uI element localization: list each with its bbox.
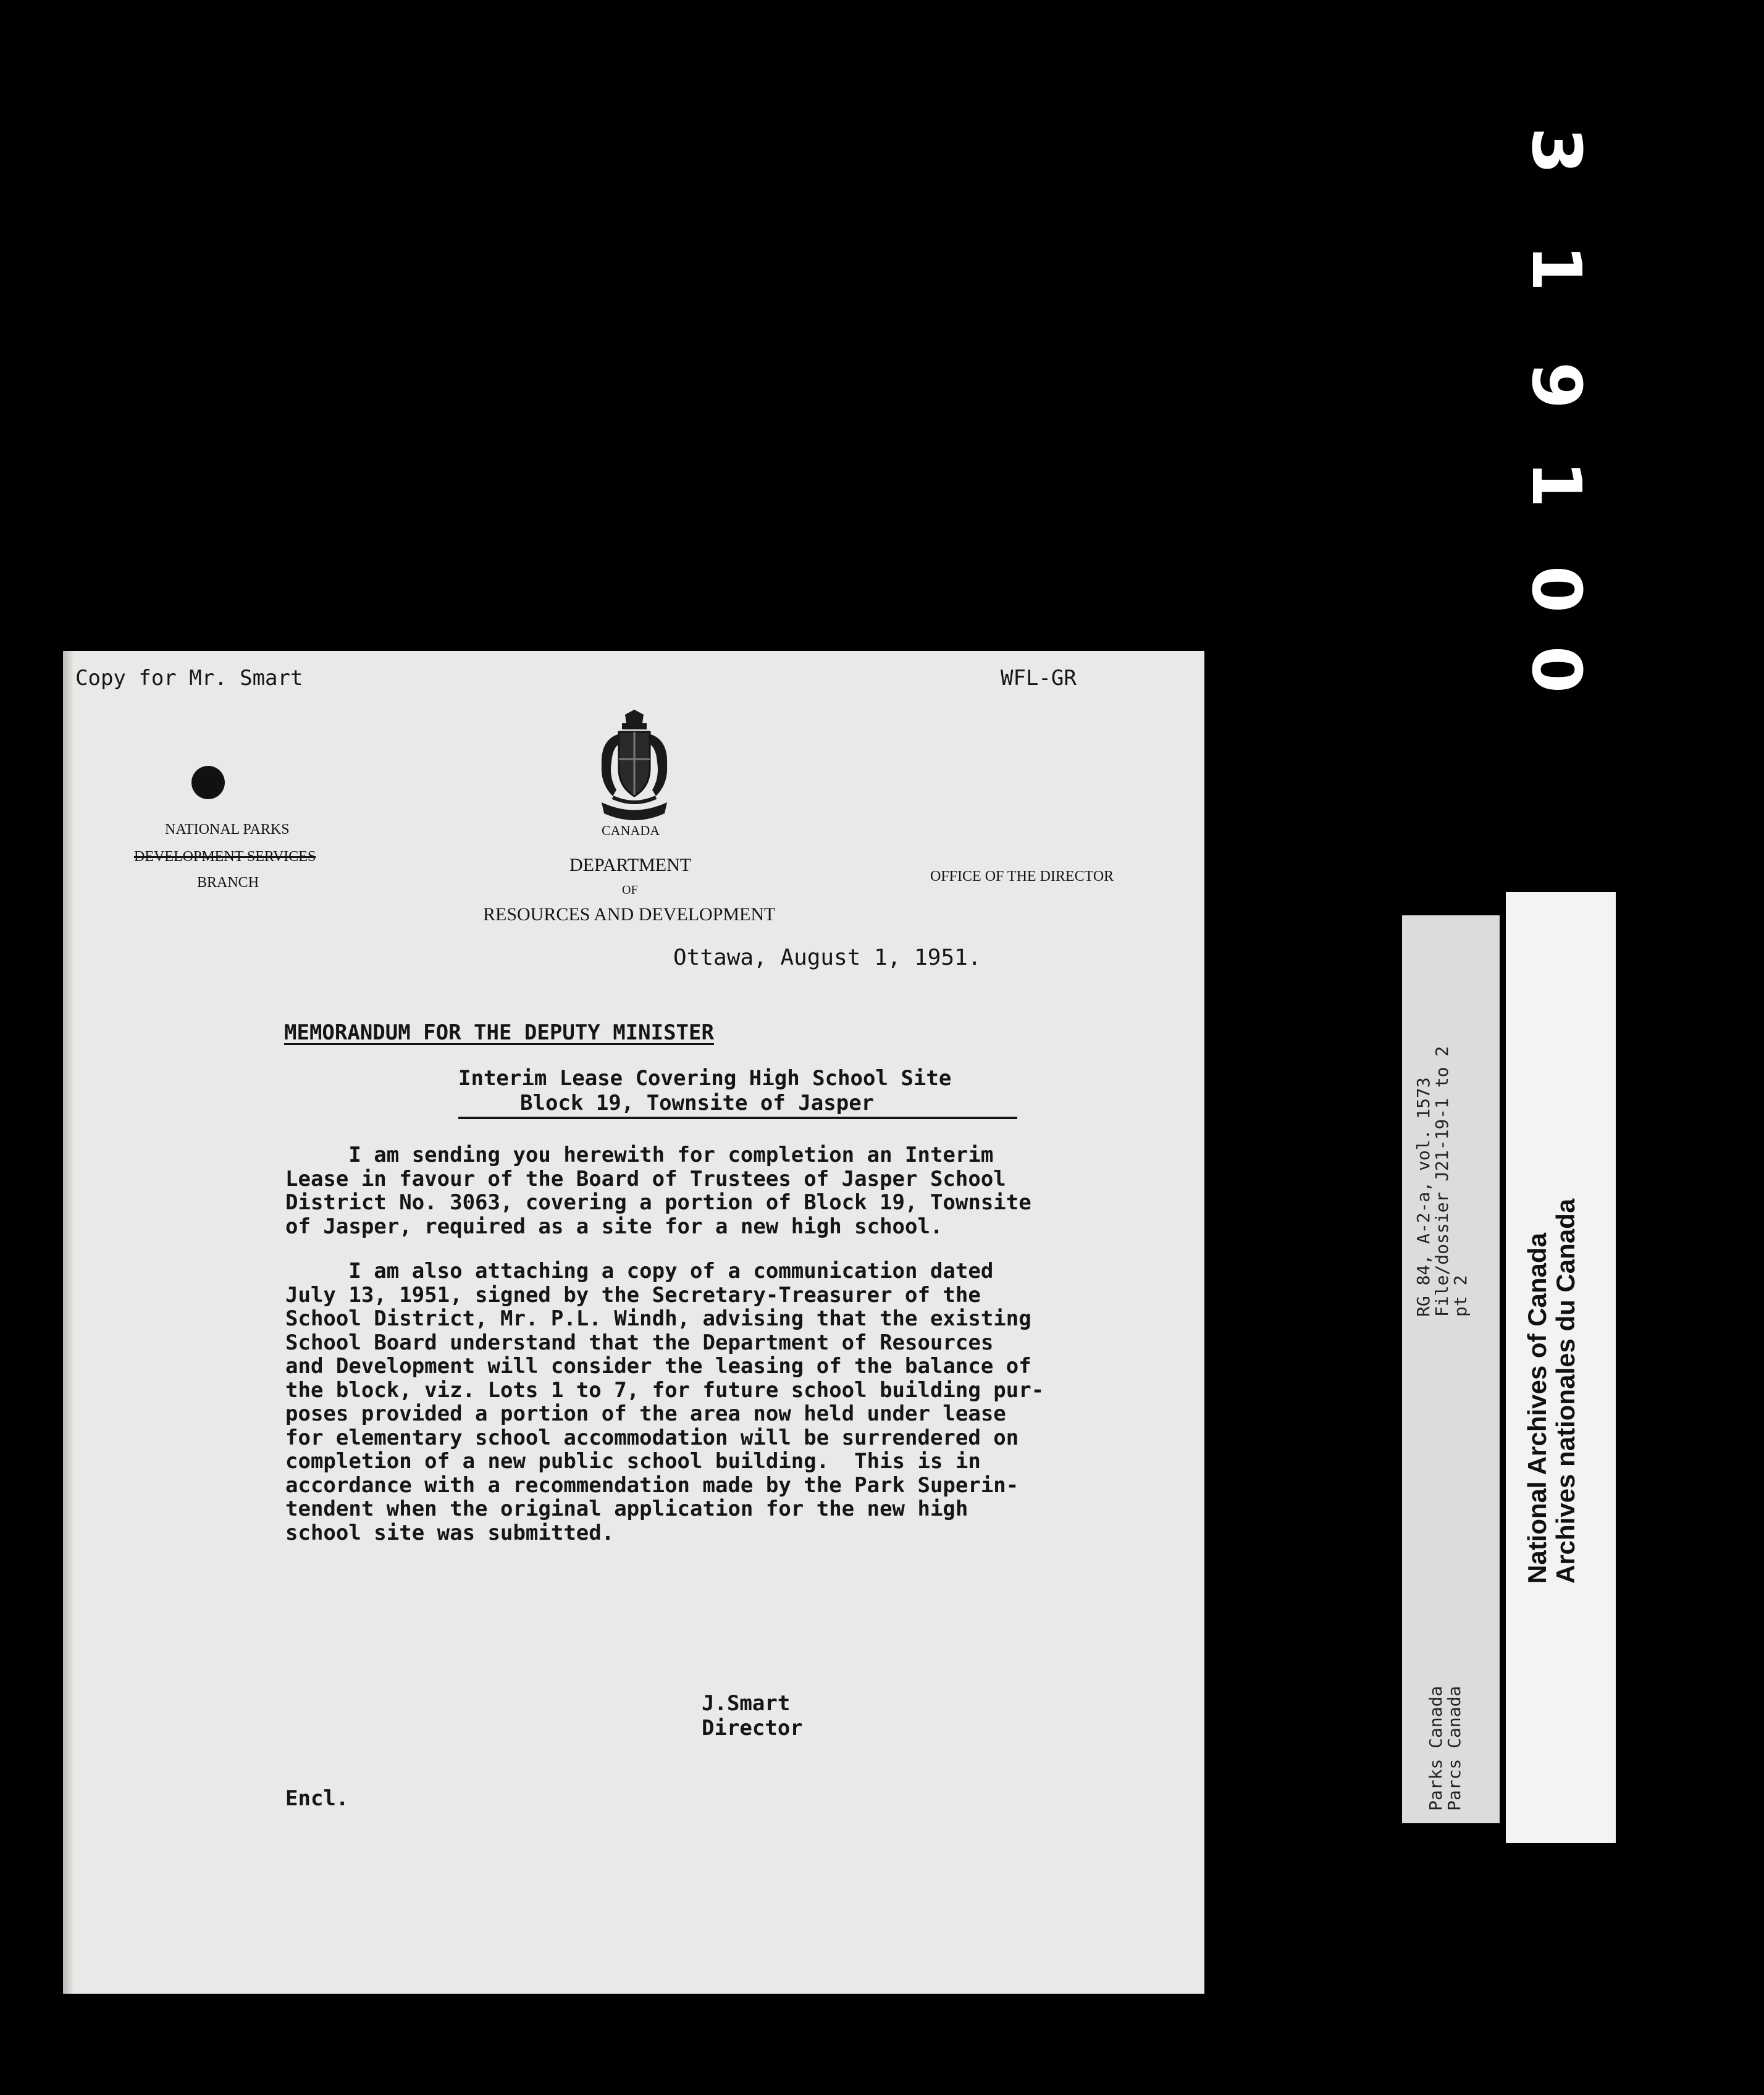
subject-underline: [458, 1117, 1017, 1119]
subject-line: Interim Lease Covering High School Site: [458, 1066, 952, 1091]
department-label: DEPARTMENT: [569, 855, 692, 875]
archive-reference: RG 84, A-2-a, vol. 1573 File/dossier J21-19-1 to 2 pt 2: [1413, 1046, 1471, 1317]
country-label: CANADA: [602, 823, 660, 838]
frame-digit: 0: [1517, 645, 1596, 694]
reference-code: WFL-GR: [1001, 666, 1077, 691]
signature-name: J.Smart: [702, 1691, 791, 1716]
memo-title: MEMORANDUM FOR THE DEPUTY MINISTER: [284, 1020, 714, 1045]
frame-digit: 1: [1517, 460, 1596, 508]
signature-title: Director: [702, 1716, 803, 1740]
office-label: OFFICE OF THE DIRECTOR: [930, 868, 1114, 884]
branch-label: BRANCH: [197, 875, 259, 891]
date-line: Ottawa, August 1, 1951.: [673, 945, 981, 970]
memo-paragraph: I am sending you herewith for completion an Interim Lease in favour of the Board of Trustees of Jasper School District No. 3063, covering a portion of Block 19, Townsite of Jasper, required as a site for a new high school.: [285, 1143, 1031, 1239]
coat-of-arms-icon: [588, 710, 681, 827]
department-of-label: OF: [622, 883, 638, 897]
enclosure-note: Encl.: [285, 1786, 349, 1811]
institution-name: National Archives of Canada Archives nationales du Canada: [1522, 1198, 1580, 1584]
agency-label: Parks Canada Parcs Canada: [1426, 1686, 1464, 1811]
page-edge-shadow: [63, 651, 74, 1994]
ink-blot: [187, 761, 229, 804]
branch-name: NATIONAL PARKS: [165, 821, 290, 838]
department-name: RESOURCES AND DEVELOPMENT: [483, 904, 776, 925]
copy-line: Copy for Mr. Smart: [75, 666, 303, 691]
archive-institution-label: [1506, 892, 1616, 1843]
microfilm-frame-number: [1507, 99, 1606, 692]
frame-digit: 0: [1517, 565, 1596, 613]
memo-paragraph: I am also attaching a copy of a communication dated July 13, 1951, signed by the Secretary-Treasurer of the School District, Mr. P.L. Windh, advising that the existing School Board understand that the Department of Resources and Development will consider the leasing of the balance of the block, viz. Lots 1 to 7, for future school building pur- poses provided a portion of the area now held under lease for elementary school accommodation will be surrendered on completion of a new public school building. This is in accordance with a recommendation made by the Park Superin- tendent when the original application for the new high school site was submitted.: [285, 1259, 1044, 1545]
frame-digit: 1: [1517, 244, 1596, 292]
branch-struck-text: DEVELOPMENT SERVICES: [134, 849, 316, 865]
archive-reference-label: [1402, 915, 1500, 1823]
frame-digit: 3: [1517, 127, 1596, 175]
memo-page: [63, 651, 1204, 1994]
frame-digit: 9: [1517, 361, 1596, 409]
subject-line: Block 19, Townsite of Jasper: [520, 1091, 875, 1115]
